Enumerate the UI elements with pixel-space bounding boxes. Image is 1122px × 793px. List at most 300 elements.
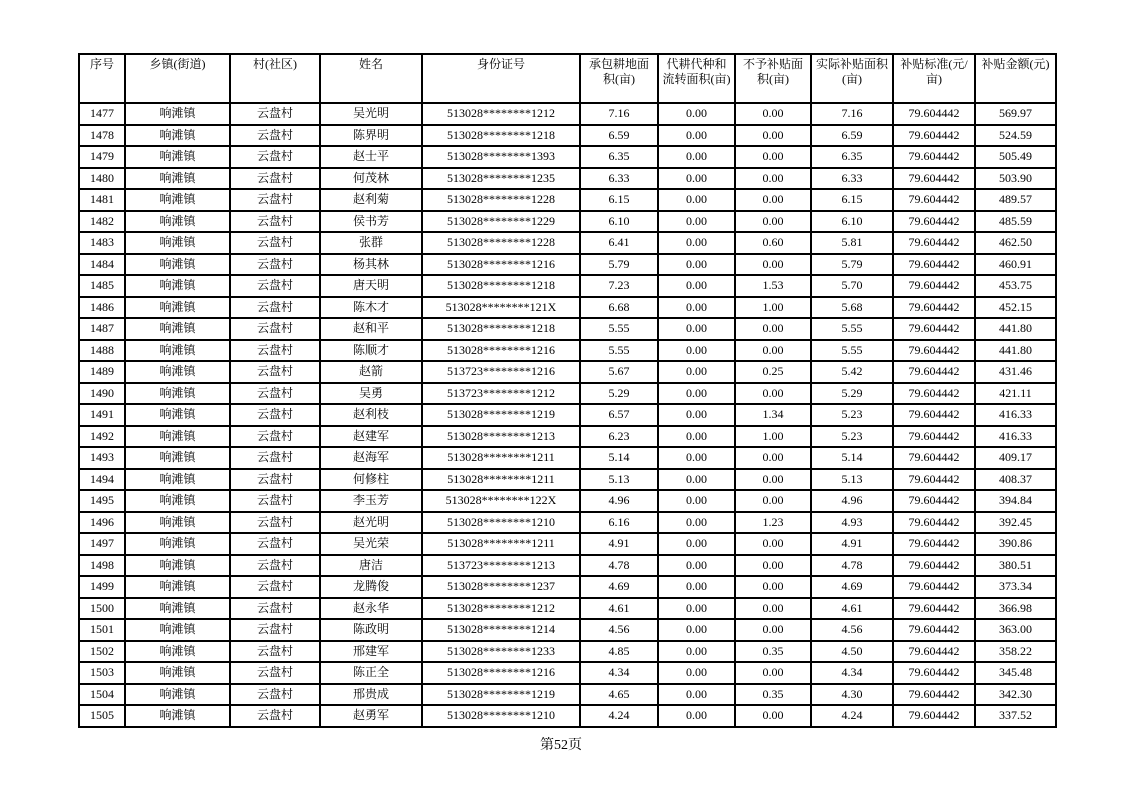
table-cell: 1488 [79,340,125,362]
table-cell: 5.14 [811,447,893,469]
table-cell: 4.56 [580,619,658,641]
table-row [79,254,1056,276]
table-row [79,598,1056,620]
subsidy-table [78,53,1057,728]
table-cell: 79.604442 [893,103,975,125]
table-cell: 489.57 [975,189,1056,211]
table-cell: 0.00 [658,512,735,534]
table-cell: 响滩镇 [125,361,230,383]
table-cell: 380.51 [975,555,1056,577]
table-cell: 79.604442 [893,383,975,405]
table-cell: 0.00 [735,555,811,577]
table-cell: 505.49 [975,146,1056,168]
table-cell: 何茂林 [320,168,422,190]
table-cell: 513028********1211 [422,533,580,555]
table-cell: 云盘村 [230,318,320,340]
table-cell: 响滩镇 [125,469,230,491]
table-cell: 云盘村 [230,555,320,577]
table-cell: 79.604442 [893,189,975,211]
table-cell: 0.00 [735,103,811,125]
page-number: 第52页 [540,738,582,753]
table-cell: 513028********1210 [422,705,580,727]
table-cell: 云盘村 [230,447,320,469]
table-cell: 云盘村 [230,146,320,168]
table-cell: 1497 [79,533,125,555]
table-row [79,555,1056,577]
table-cell: 0.00 [658,598,735,620]
table-cell: 1477 [79,103,125,125]
table-cell: 1492 [79,426,125,448]
table-cell: 响滩镇 [125,555,230,577]
table-cell: 0.00 [735,383,811,405]
table-cell: 1481 [79,189,125,211]
column-header-township: 乡镇(街道) [125,54,230,103]
table-cell: 云盘村 [230,125,320,147]
table-cell: 唐洁 [320,555,422,577]
table-cell: 513028********1210 [422,512,580,534]
table-cell: 0.00 [658,275,735,297]
table-cell: 云盘村 [230,576,320,598]
table-cell: 0.00 [658,103,735,125]
table-cell: 云盘村 [230,361,320,383]
table-cell: 响滩镇 [125,598,230,620]
table-cell: 云盘村 [230,211,320,233]
table-cell: 1495 [79,490,125,512]
column-header-subsidy-rate: 补贴标准(元/亩) [893,54,975,103]
table-cell: 云盘村 [230,598,320,620]
table-cell: 响滩镇 [125,297,230,319]
table-cell: 0.00 [658,576,735,598]
table-cell: 杨其林 [320,254,422,276]
table-cell: 0.00 [658,469,735,491]
table-row [79,662,1056,684]
table-cell: 0.35 [735,684,811,706]
table-cell: 4.91 [580,533,658,555]
table-row [79,576,1056,598]
table-cell: 响滩镇 [125,211,230,233]
table-cell: 4.65 [580,684,658,706]
table-cell: 云盘村 [230,490,320,512]
table-row [79,211,1056,233]
column-header-contracted-area: 承包耕地面积(亩) [580,54,658,103]
table-cell: 响滩镇 [125,340,230,362]
table-cell: 4.61 [580,598,658,620]
table-cell: 4.69 [811,576,893,598]
table-cell: 6.41 [580,232,658,254]
table-cell: 陈政明 [320,619,422,641]
table-cell: 1505 [79,705,125,727]
table-cell: 响滩镇 [125,684,230,706]
table-cell: 513028********1216 [422,662,580,684]
table-cell: 响滩镇 [125,447,230,469]
table-cell: 5.23 [811,404,893,426]
table-cell: 0.00 [658,705,735,727]
table-cell: 云盘村 [230,297,320,319]
table-cell: 0.00 [735,125,811,147]
table-cell: 1496 [79,512,125,534]
table-cell: 79.604442 [893,705,975,727]
table-cell: 4.85 [580,641,658,663]
table-cell: 5.79 [811,254,893,276]
table-row [79,469,1056,491]
table-cell: 0.35 [735,641,811,663]
table-cell: 503.90 [975,168,1056,190]
table-cell: 513028********1214 [422,619,580,641]
table-cell: 0.00 [658,189,735,211]
table-cell: 陈正全 [320,662,422,684]
table-cell: 79.604442 [893,211,975,233]
table-row [79,340,1056,362]
table-cell: 0.00 [735,340,811,362]
table-cell: 79.604442 [893,254,975,276]
table-cell: 345.48 [975,662,1056,684]
column-header-subsidy-amount: 补贴金额(元) [975,54,1056,103]
table-row [79,619,1056,641]
table-cell: 4.34 [580,662,658,684]
table-cell: 吴光荣 [320,533,422,555]
table-cell: 赵利菊 [320,189,422,211]
table-row [79,361,1056,383]
table-cell: 1480 [79,168,125,190]
table-cell: 云盘村 [230,232,320,254]
table-cell: 0.00 [658,684,735,706]
table-row [79,297,1056,319]
table-cell: 4.56 [811,619,893,641]
column-header-transfer-area: 代耕代种和流转面积(亩) [658,54,735,103]
table-cell: 513028********1229 [422,211,580,233]
table-cell: 李玉芳 [320,490,422,512]
table-cell: 416.33 [975,404,1056,426]
table-cell: 1.53 [735,275,811,297]
table-cell: 4.78 [811,555,893,577]
table-cell: 6.16 [580,512,658,534]
table-cell: 6.35 [580,146,658,168]
table-cell: 4.93 [811,512,893,534]
table-cell: 响滩镇 [125,189,230,211]
table-cell: 0.00 [658,146,735,168]
table-cell: 392.45 [975,512,1056,534]
table-cell: 79.604442 [893,275,975,297]
table-cell: 4.50 [811,641,893,663]
table-row [79,318,1056,340]
table-cell: 513028********1212 [422,598,580,620]
table-cell: 1494 [79,469,125,491]
table-cell: 响滩镇 [125,103,230,125]
table-cell: 79.604442 [893,641,975,663]
table-cell: 79.604442 [893,404,975,426]
table-cell: 431.46 [975,361,1056,383]
table-cell: 赵建军 [320,426,422,448]
table-row [79,168,1056,190]
table-cell: 0.25 [735,361,811,383]
table-cell: 4.34 [811,662,893,684]
table-cell: 响滩镇 [125,641,230,663]
table-cell: 响滩镇 [125,254,230,276]
table-cell: 363.00 [975,619,1056,641]
table-cell: 6.68 [580,297,658,319]
table-cell: 0.00 [658,232,735,254]
table-cell: 4.30 [811,684,893,706]
table-cell: 吴光明 [320,103,422,125]
table-cell: 460.91 [975,254,1056,276]
table-cell: 441.80 [975,318,1056,340]
table-cell: 4.96 [811,490,893,512]
table-cell: 响滩镇 [125,146,230,168]
table-cell: 416.33 [975,426,1056,448]
table-cell: 79.604442 [893,684,975,706]
table-cell: 1483 [79,232,125,254]
table-cell: 0.00 [735,469,811,491]
table-cell: 1486 [79,297,125,319]
table-cell: 云盘村 [230,619,320,641]
table-cell: 1489 [79,361,125,383]
table-cell: 0.00 [658,361,735,383]
table-cell: 5.13 [580,469,658,491]
table-cell: 390.86 [975,533,1056,555]
table-cell: 云盘村 [230,684,320,706]
table-row [79,641,1056,663]
table-cell: 79.604442 [893,576,975,598]
table-cell: 5.42 [811,361,893,383]
table-cell: 513028********121X [422,297,580,319]
table-cell: 0.00 [658,340,735,362]
table-cell: 513028********1212 [422,103,580,125]
table-cell: 79.604442 [893,340,975,362]
table-cell: 响滩镇 [125,168,230,190]
table-cell: 452.15 [975,297,1056,319]
table-cell: 0.00 [735,619,811,641]
table-cell: 79.604442 [893,361,975,383]
table-cell: 1.34 [735,404,811,426]
table-cell: 1493 [79,447,125,469]
table-cell: 云盘村 [230,189,320,211]
table-cell: 513028********1211 [422,469,580,491]
table-row [79,705,1056,727]
table-cell: 1478 [79,125,125,147]
table-row [79,146,1056,168]
table-cell: 云盘村 [230,254,320,276]
table-cell: 409.17 [975,447,1056,469]
table-cell: 6.35 [811,146,893,168]
table-cell: 373.34 [975,576,1056,598]
table-cell: 赵箭 [320,361,422,383]
table-cell: 513028********1219 [422,684,580,706]
table-cell: 5.55 [580,340,658,362]
table-cell: 513028********1216 [422,254,580,276]
table-cell: 0.00 [658,168,735,190]
table-cell: 337.52 [975,705,1056,727]
table-cell: 79.604442 [893,533,975,555]
table-cell: 1500 [79,598,125,620]
table-cell: 513028********1235 [422,168,580,190]
table-cell: 0.00 [735,211,811,233]
table-cell: 6.23 [580,426,658,448]
table-cell: 5.29 [811,383,893,405]
table-cell: 1487 [79,318,125,340]
table-cell: 何修柱 [320,469,422,491]
table-cell: 79.604442 [893,426,975,448]
table-cell: 5.81 [811,232,893,254]
table-cell: 6.10 [811,211,893,233]
table-cell: 513028********122X [422,490,580,512]
table-row [79,404,1056,426]
table-cell: 响滩镇 [125,383,230,405]
table-cell: 513028********1218 [422,318,580,340]
table-cell: 513028********1213 [422,426,580,448]
column-header-actual-area: 实际补贴面积(亩) [811,54,893,103]
table-cell: 响滩镇 [125,662,230,684]
table-cell: 79.604442 [893,297,975,319]
table-cell: 79.604442 [893,598,975,620]
table-cell: 5.79 [580,254,658,276]
table-cell: 云盘村 [230,275,320,297]
table-cell: 响滩镇 [125,318,230,340]
table-cell: 张群 [320,232,422,254]
table-cell: 1499 [79,576,125,598]
table-cell: 394.84 [975,490,1056,512]
table-cell: 1490 [79,383,125,405]
table-cell: 0.00 [735,598,811,620]
table-row [79,189,1056,211]
table-cell: 1503 [79,662,125,684]
table-cell: 79.604442 [893,662,975,684]
table-cell: 响滩镇 [125,705,230,727]
table-cell: 7.16 [811,103,893,125]
table-cell: 79.604442 [893,125,975,147]
table-cell: 陈木才 [320,297,422,319]
table-cell: 唐天明 [320,275,422,297]
table-cell: 0.00 [658,447,735,469]
table-cell: 1502 [79,641,125,663]
table-cell: 1.00 [735,297,811,319]
table-cell: 6.33 [811,168,893,190]
table-cell: 79.604442 [893,619,975,641]
table-cell: 响滩镇 [125,619,230,641]
table-cell: 1485 [79,275,125,297]
table-cell: 1484 [79,254,125,276]
table-cell: 0.00 [735,318,811,340]
table-cell: 云盘村 [230,512,320,534]
table-cell: 421.11 [975,383,1056,405]
table-cell: 响滩镇 [125,125,230,147]
table-cell: 赵光明 [320,512,422,534]
table-cell: 0.00 [658,533,735,555]
column-header-non-subsidy-area: 不予补贴面积(亩) [735,54,811,103]
table-cell: 1.23 [735,512,811,534]
table-row [79,103,1056,125]
table-cell: 0.00 [658,641,735,663]
table-cell: 响滩镇 [125,232,230,254]
table-body [79,103,1056,727]
table-cell: 邢建军 [320,641,422,663]
table-row [79,275,1056,297]
table-cell: 6.59 [811,125,893,147]
table-cell: 响滩镇 [125,512,230,534]
table-cell: 0.00 [658,125,735,147]
table-cell: 0.00 [658,619,735,641]
table-cell: 赵永华 [320,598,422,620]
table-cell: 云盘村 [230,426,320,448]
table-cell: 4.24 [580,705,658,727]
table-cell: 79.604442 [893,168,975,190]
table-row [79,684,1056,706]
table-cell: 513028********1228 [422,189,580,211]
table-cell: 79.604442 [893,555,975,577]
table-cell: 0.00 [658,426,735,448]
table-row [79,232,1056,254]
table-cell: 441.80 [975,340,1056,362]
table-cell: 6.15 [580,189,658,211]
table-cell: 4.61 [811,598,893,620]
table-cell: 79.604442 [893,469,975,491]
table-cell: 5.55 [811,340,893,362]
table-cell: 524.59 [975,125,1056,147]
table-cell: 6.10 [580,211,658,233]
table-cell: 5.55 [811,318,893,340]
table-cell: 云盘村 [230,705,320,727]
table-cell: 5.55 [580,318,658,340]
table-cell: 龙腾俊 [320,576,422,598]
table-cell: 响滩镇 [125,533,230,555]
table-cell: 7.16 [580,103,658,125]
table-cell: 邢贵成 [320,684,422,706]
table-cell: 侯书芳 [320,211,422,233]
table-cell: 1.00 [735,426,811,448]
table-cell: 6.57 [580,404,658,426]
table-cell: 0.00 [658,211,735,233]
table-cell: 6.59 [580,125,658,147]
table-row [79,447,1056,469]
table-cell: 云盘村 [230,340,320,362]
table-cell: 79.604442 [893,447,975,469]
table-row [79,512,1056,534]
table-cell: 赵勇军 [320,705,422,727]
table-cell: 462.50 [975,232,1056,254]
column-header-seq: 序号 [79,54,125,103]
table-cell: 0.00 [658,297,735,319]
table-cell: 赵和平 [320,318,422,340]
table-cell: 1479 [79,146,125,168]
table-cell: 6.15 [811,189,893,211]
table-cell: 513723********1216 [422,361,580,383]
table-cell: 7.23 [580,275,658,297]
table-cell: 云盘村 [230,383,320,405]
table-cell: 1501 [79,619,125,641]
table-cell: 513028********1233 [422,641,580,663]
table-cell: 513028********1218 [422,275,580,297]
table-cell: 513028********1219 [422,404,580,426]
table-cell: 0.00 [658,318,735,340]
table-cell: 1482 [79,211,125,233]
table-cell: 云盘村 [230,168,320,190]
table-cell: 响滩镇 [125,426,230,448]
table-cell: 4.69 [580,576,658,598]
table-cell: 吴勇 [320,383,422,405]
table-cell: 赵利枝 [320,404,422,426]
table-cell: 4.78 [580,555,658,577]
table-cell: 5.23 [811,426,893,448]
table-cell: 0.00 [658,555,735,577]
table-cell: 4.91 [811,533,893,555]
header-row [79,54,1056,103]
table-cell: 513723********1212 [422,383,580,405]
table-cell: 513028********1211 [422,447,580,469]
table-row [79,426,1056,448]
table-cell: 0.00 [658,383,735,405]
table-cell: 云盘村 [230,469,320,491]
table-cell: 79.604442 [893,490,975,512]
table-cell: 云盘村 [230,103,320,125]
